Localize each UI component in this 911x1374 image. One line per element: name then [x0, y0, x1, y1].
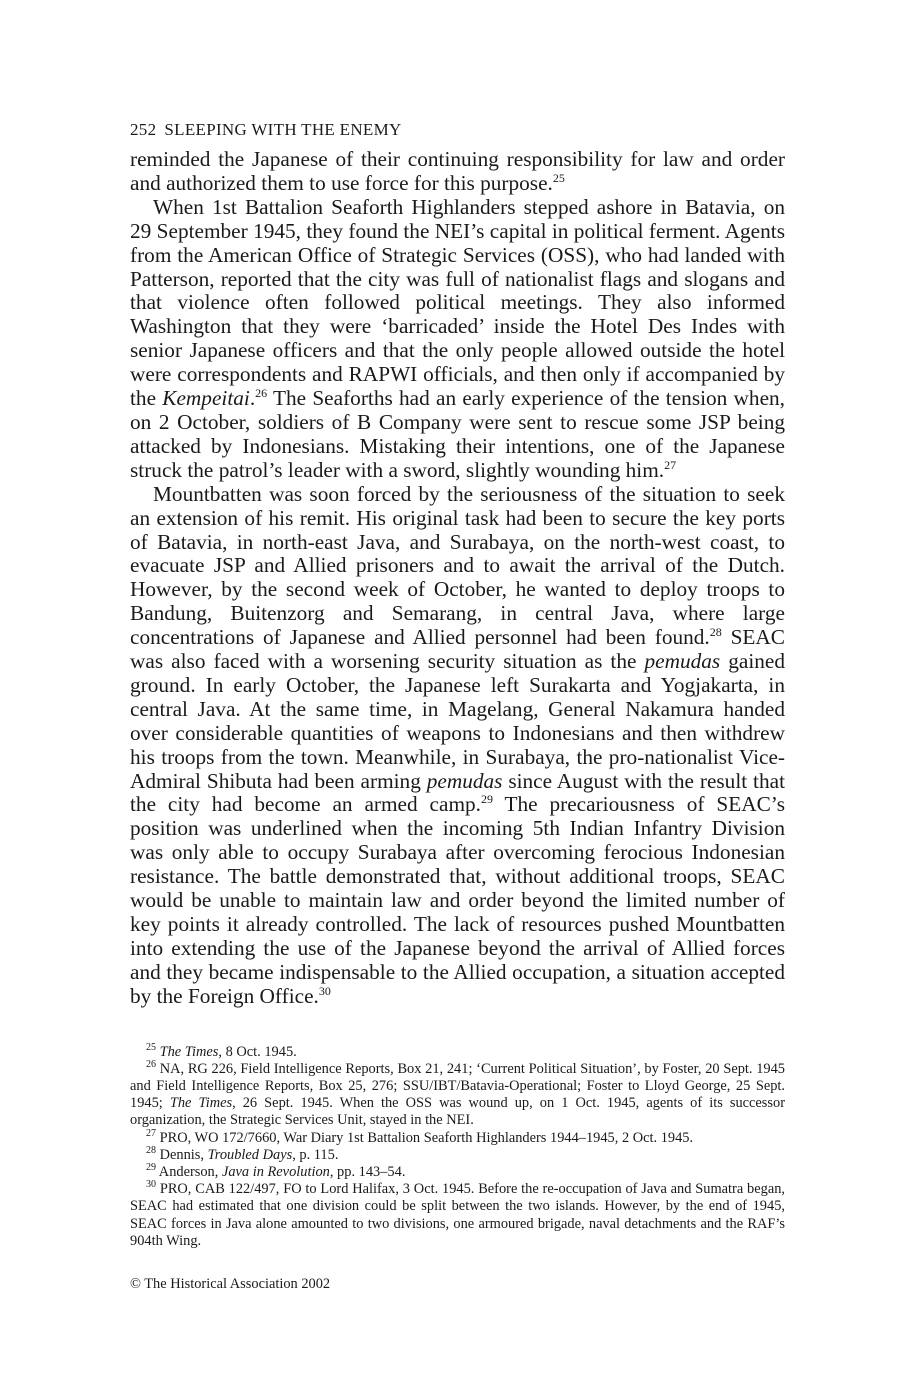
footnote: [130, 1127, 785, 1147]
text-run: SEAC was also faced with a worsening security situation as the: [130, 625, 786, 674]
footnote: [130, 1041, 785, 1061]
page: [130, 118, 785, 1293]
text-run: .: [249, 386, 256, 411]
italic-text: pemudas: [426, 768, 503, 793]
text-run: , 26 Sept. 1945. When the OSS was wound up, on 1 Oct. 1945, agents of its successor organization, the Strategic Services Unit, stayed in the NEI.: [130, 1095, 785, 1129]
note-reference: 26: [146, 1058, 156, 1070]
text-run: Anderson,: [156, 1164, 222, 1181]
text-run: Dennis,: [156, 1146, 208, 1163]
body-text: [130, 148, 785, 1009]
footnote: [130, 1181, 785, 1250]
text-run: The Seaforths had an early experience of the tension when, on 2 October, soldiers of B Company were sent to rescue some JSP being attacked by Indonesians. Mistaking their intentions, one of the Japanese struck the patrol’s leader with a sword, slightly wounding him.: [130, 386, 786, 482]
running-title: SLEEPING WITH THE ENEMY: [164, 120, 402, 139]
text-run: When 1st Battalion Seaforth Highlanders stepped ashore in Batavia, on 29 September 1945, they found the NEI’s capital in political ferment. Agents from the American Office of Strategic Services (OSS), who had landed with Patterson, reported that the city was full of nationalist flags and slogans and that violence often followed political meetings. They also informed Washington that they were ‘barricaded’ inside the Hotel Des Indes with senior Japanese officers and that the only people allowed outside the hotel were correspondents and RAPWI officials, and then only if accompanied by the: [130, 194, 785, 411]
paragraph: [130, 196, 785, 483]
note-reference: 26: [255, 386, 268, 401]
paragraph: [130, 148, 785, 196]
text-run: NA, RG 226, Field Intelligence Reports, Box 21, 241; ‘Current Political Situation’, by Foster, 20 Sept. 1945 and Field Intelligence Reports, Box 25, 276; SSU/IBT/Batavia-Operational; Foster to Lloyd George, 25 Sept. 1945;: [130, 1060, 785, 1112]
footnotes: [130, 1041, 785, 1250]
text-run: reminded the Japanese of their continuing responsibility for law and order and authorized them to use force for this purpose.: [130, 147, 785, 195]
note-reference: 29: [146, 1162, 156, 1174]
text-run: Mountbatten was soon forced by the seriousness of the situation to seek an extension of his remit. His original task had been to secure the key ports of Batavia, in north-east Java, and Surabaya, on the north-west coast, to evacuate JSP and Allied prisoners and to await the arrival of the Dutch. However, by the second week of October, he wanted to deploy troops to Bandung, Buitenzorg and Semarang, in central Java, where large concentrations of Japanese and Allied personnel had been found.: [130, 481, 785, 650]
paragraph: [130, 483, 785, 1009]
italic-text: Java in Revolution: [221, 1164, 330, 1181]
note-reference: 30: [318, 983, 331, 998]
note-reference: 30: [146, 1179, 156, 1191]
italic-text: The Times: [169, 1095, 233, 1112]
text-run: PRO, WO 172/7660, War Diary 1st Battalion Seaforth Highlanders 1944–1945, 2 Oct. 1945.: [156, 1129, 694, 1146]
text-run: since August with the result that the city had become an armed camp.: [130, 768, 785, 817]
text-run: The precariousness of SEAC’s position was underlined when the incoming 5th Indian Infantry Division was only able to occupy Surabaya after overcoming ferocious Indonesian resistance. The battle demonstrated that, without additional troops, SEAC would be unable to maintain law and order beyond the limited number of key points it already controlled. The lack of resources pushed Mountbatten into extending the use of the Japanese beyond the arrival of Allied forces and they became indispensable to the Allied occupation, a situation accepted by the Foreign Office.: [130, 792, 785, 1008]
note-reference: 27: [664, 457, 677, 472]
note-reference: 29: [480, 792, 493, 807]
note-reference: 25: [146, 1041, 156, 1053]
italic-text: The Times: [159, 1043, 219, 1060]
italic-text: Troubled Days: [207, 1146, 293, 1163]
note-reference: 25: [552, 170, 565, 185]
text-run: , 8 Oct. 1945.: [218, 1043, 297, 1060]
italic-text: pemudas: [644, 649, 721, 674]
footnote: [130, 1164, 785, 1181]
text-run: gained ground. In early October, the Japanese left Surakarta and Yogjakarta, in central Java. At the same time, in Magelang, General Nakamura handed over considerable quantities of weapons to Indonesians and then withdrew his troops from the town. Meanwhile, in Surabaya, the pro-nationalist Vice-Admiral Shibuta had been arming: [130, 649, 785, 793]
note-reference: 27: [146, 1127, 156, 1139]
footnote: [130, 1058, 785, 1130]
running-head: [130, 118, 785, 142]
copyright-notice: © The Historical Association 2002: [130, 1276, 331, 1293]
footnote: [130, 1144, 785, 1164]
note-reference: 28: [709, 625, 722, 640]
italic-text: Kempeitai: [162, 386, 250, 411]
page-number: 252: [130, 120, 157, 139]
text-run: PRO, CAB 122/497, FO to Lord Halifax, 3 Oct. 1945. Before the re-occupation of Java and Sumatra began, SEAC had estimated that one division could be split between the two islands. However, by the end of 1945, SEAC forces in Java alone amounted to two divisions, one armoured brigade, naval detachments and the RAF’s 904th Wing.: [130, 1181, 785, 1249]
text-run: , p. 115.: [292, 1146, 339, 1163]
note-reference: 28: [146, 1144, 156, 1156]
text-run: , pp. 143–54.: [329, 1164, 406, 1181]
